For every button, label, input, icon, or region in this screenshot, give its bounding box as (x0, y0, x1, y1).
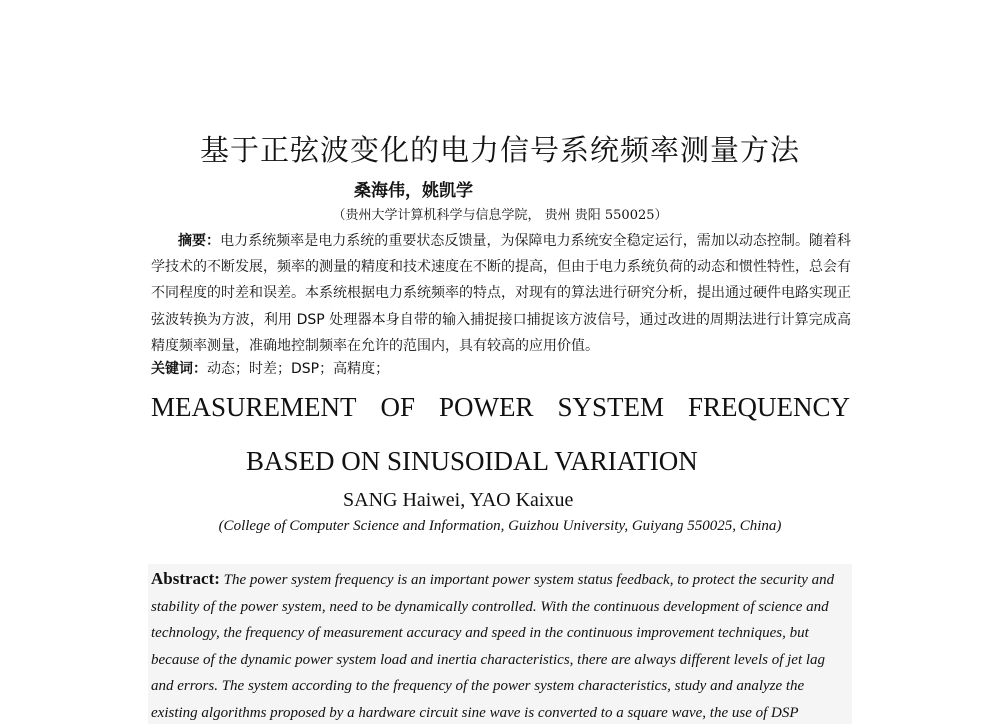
english-abstract (151, 566, 848, 727)
english-title-word: OF (380, 392, 415, 422)
chinese-abstract-label: 摘要： (178, 233, 221, 249)
chinese-affiliation: （贵州大学计算机科学与信息学院， 贵州 贵阳 550025） (332, 208, 668, 223)
english-title-word: POWER (438, 392, 534, 422)
english-title-word: SYSTEM (557, 392, 664, 422)
english-authors: SANG Haiwei, YAO Kaixue (343, 489, 574, 511)
english-title-line1 (151, 392, 850, 423)
english-title-line2: BASED ON SINUSOIDAL VARIATION (246, 446, 698, 476)
english-affiliation: (College of Computer Science and Information, Guizhou University, Guiyang 550025, China) (218, 518, 782, 534)
chinese-keywords-text: 动态；时差；DSP；高精度； (207, 361, 390, 377)
chinese-keywords (151, 358, 851, 378)
chinese-authors: 桑海伟，姚凯学 (354, 181, 473, 201)
english-title-word: MEASUREMENT (151, 392, 357, 422)
chinese-abstract-text: 电力系统频率是电力系统的重要状态反馈量，为保障电力系统安全稳定运行，需加以动态控制。随着科学技术的不断发展，频率的测量的精度和技术速度在不断的提高，但由于电力系统负荷的动态和惯性特性，总会有不同程度的时差和误差。本系统根据电力系统频率的特点，对现有的算法进行研究分析，提出通过硬件电路实现正弦波转换为方波，利用 DSP 处理器本身自带的输入捕捉接口捕捉该方波信号，通过改进的周期法进行计算完成高精度频率测量，准确地控制频率在允许的范围内，具有较高的应用价值。 (151, 233, 852, 354)
english-abstract-label: Abstract: (151, 569, 220, 588)
english-abstract-text: The power system frequency is an important power system status feedback, to protect the security and stability of the power system, need to be dynamically controlled. With the continuous development of science and technology, the frequency of measurement accuracy and speed in the continuous improvement techniques, but because of the dynamic power system load and inertia characteristics, there are always different levels of jet lag and errors. The system according to the frequency of the power system characteristics, study and analyze the existing algorithms proposed by a hardware circuit sine wave is converted to a square wave, the use of DSP (151, 572, 835, 721)
chinese-title: 基于正弦波变化的电力信号系统频率测量方法 (199, 133, 800, 167)
english-title-word: FREQUENCY (687, 392, 850, 422)
chinese-keywords-label: 关键词： (151, 361, 207, 377)
chinese-abstract (151, 228, 851, 359)
